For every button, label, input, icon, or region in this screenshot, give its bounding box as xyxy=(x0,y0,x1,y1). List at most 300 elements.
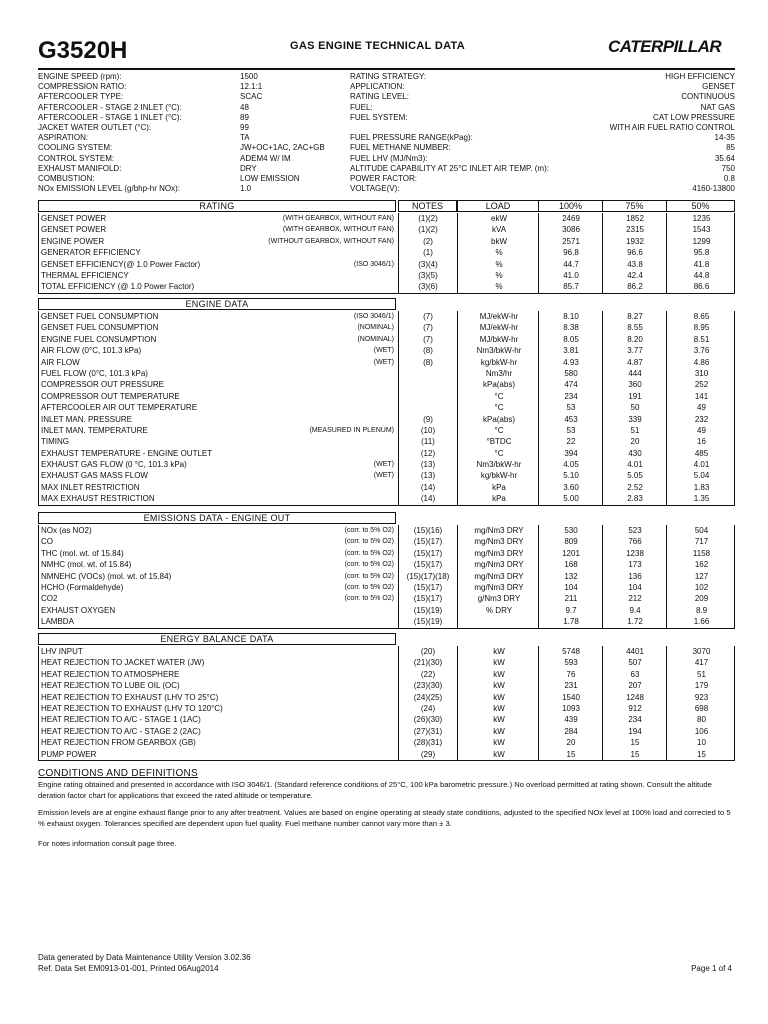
value-load-50: 8.9 xyxy=(695,605,708,615)
value-load-75: 4.01 xyxy=(627,460,643,470)
row-label: COMPRESSOR OUT PRESSURE xyxy=(41,380,164,390)
value-load-75: 339 xyxy=(628,414,642,424)
row-qualifier: (ISO 3046/1) xyxy=(353,313,394,320)
emissions-table xyxy=(38,525,735,629)
spec-label: ENGINE SPEED (rpm): xyxy=(38,72,122,81)
notes-header: NOTES xyxy=(398,200,457,212)
value-load-100: 53 xyxy=(566,403,576,413)
row-notes: (27)(31) xyxy=(413,726,443,736)
table-row xyxy=(39,680,734,691)
row-notes: (8) xyxy=(423,346,433,356)
spec-row xyxy=(38,72,735,82)
spec-value: TA xyxy=(240,133,250,143)
table-row xyxy=(39,224,734,235)
spec-value: 89 xyxy=(240,112,249,122)
value-load-100: 5.00 xyxy=(563,494,579,504)
row-label: EXHAUST GAS FLOW (0 °C, 101.3 kPa) xyxy=(41,460,187,470)
table-row xyxy=(39,379,734,390)
load-50-header: 50% xyxy=(666,200,735,212)
value-load-50: 698 xyxy=(694,703,709,713)
spec-row xyxy=(38,143,735,153)
value-load-75: 43.8 xyxy=(627,259,643,269)
value-load-100: 394 xyxy=(564,448,578,458)
value-load-75: 8.55 xyxy=(627,323,643,333)
spec-label: AFTERCOOLER - STAGE 2 INLET (°C): xyxy=(38,102,182,112)
row-notes: (3)(6) xyxy=(418,282,438,292)
row-label: HEAT REJECTION FROM GEARBOX (GB) xyxy=(41,738,196,748)
table-row xyxy=(39,605,734,616)
row-unit: kg/bkW-hr xyxy=(480,471,518,481)
row-unit: g/Nm3 DRY xyxy=(477,594,521,604)
value-load-50: 41.8 xyxy=(693,259,710,269)
spec-row xyxy=(38,133,735,143)
table-row xyxy=(39,345,734,356)
spec-value: 12.1:1 xyxy=(240,82,263,92)
row-qualifier: (MEASURED IN PLENUM) xyxy=(309,426,394,434)
spec-value-right: 750 xyxy=(721,163,735,173)
value-load-100: 4.05 xyxy=(563,460,579,470)
table-row xyxy=(39,536,734,547)
table-row xyxy=(39,448,734,459)
value-load-75: 430 xyxy=(628,448,642,458)
row-label: HEAT REJECTION TO EXHAUST (LHV TO 25°C) xyxy=(41,692,219,702)
row-qualifier: (WET) xyxy=(373,347,394,355)
row-notes: (29) xyxy=(420,749,436,759)
engine-title: ENGINE DATA xyxy=(38,298,396,310)
value-load-50: 1299 xyxy=(692,236,711,246)
value-load-50: 179 xyxy=(694,681,709,691)
table-row xyxy=(39,726,734,737)
value-load-75: 1238 xyxy=(626,548,644,558)
value-load-50: 8.51 xyxy=(693,334,710,344)
value-load-75: 15 xyxy=(630,738,640,748)
spec-label: CONTROL SYSTEM: xyxy=(38,153,115,163)
row-label: HEAT REJECTION TO A/C - STAGE 2 (2AC) xyxy=(41,726,201,736)
row-label: TIMING xyxy=(41,437,69,447)
row-unit: kW xyxy=(493,738,505,748)
table-row xyxy=(39,236,734,247)
spec-value-right: WITH AIR FUEL RATIO CONTROL xyxy=(609,122,735,132)
row-label: PUMP POWER xyxy=(41,749,97,759)
spec-value-right: 35.64 xyxy=(714,153,735,163)
conditions-title: CONDITIONS AND DEFINITIONS xyxy=(38,768,199,779)
spec-value: LOW EMISSION xyxy=(240,173,300,183)
row-label: GENSET POWER xyxy=(41,225,107,235)
value-load-50: 1235 xyxy=(692,214,711,223)
row-qualifier: (corr. to 5% O2) xyxy=(344,549,394,557)
row-label: EXHAUST TEMPERATURE - ENGINE OUTLET xyxy=(41,448,213,458)
spec-value: JW+OC+1AC, 2AC+GB xyxy=(240,143,325,153)
value-load-50: 1158 xyxy=(692,548,711,558)
spec-label: COMPRESSION RATIO: xyxy=(38,82,127,92)
value-load-50: 3070 xyxy=(692,647,711,656)
value-load-75: 4.87 xyxy=(627,357,643,367)
row-label: GENSET FUEL CONSUMPTION xyxy=(41,323,159,333)
value-load-75: 9.4 xyxy=(629,605,641,615)
row-label: CO2 xyxy=(41,594,58,604)
row-unit: kPa(abs) xyxy=(482,380,515,390)
row-notes: (24) xyxy=(420,703,436,713)
energy-section xyxy=(38,633,735,761)
value-load-50: 485 xyxy=(694,448,709,458)
value-load-100: 22 xyxy=(566,437,576,447)
value-load-100: 8.05 xyxy=(563,334,579,344)
row-unit: kW xyxy=(493,692,505,702)
value-load-50: 10 xyxy=(697,738,706,748)
table-row xyxy=(39,593,734,604)
table-row xyxy=(39,259,734,270)
spec-value: 1500 xyxy=(240,72,258,81)
table-row xyxy=(39,493,734,504)
value-load-100: 2469 xyxy=(562,214,580,223)
table-row xyxy=(39,425,734,436)
row-notes: (11) xyxy=(421,437,435,447)
value-load-50: 504 xyxy=(694,526,709,535)
row-unit: °C xyxy=(494,425,504,435)
table-row xyxy=(39,334,734,345)
row-notes: (15)(17) xyxy=(413,594,443,604)
row-unit: ekW xyxy=(491,214,507,223)
value-load-75: 2.83 xyxy=(627,494,643,504)
value-load-100: 3086 xyxy=(562,225,580,235)
row-label: NMNEHC (VOCs) (mol. wt. of 15.84) xyxy=(41,571,172,581)
spec-value-right: GENSET xyxy=(702,82,735,92)
row-notes: (8) xyxy=(423,357,433,367)
footer-data-set: Ref. Data Set EM0913-01-001, Printed 06Aug2014 xyxy=(38,964,219,973)
row-label: HEAT REJECTION TO A/C - STAGE 1 (1AC) xyxy=(41,715,201,725)
conditions-paragraph-3: For notes information consult page three. xyxy=(38,839,177,848)
row-notes: (2) xyxy=(423,236,433,246)
spec-label-right: VOLTAGE(V): xyxy=(350,184,400,194)
row-notes: (15)(17)(18) xyxy=(406,571,450,581)
row-unit: °C xyxy=(494,448,504,458)
row-unit: mg/Nm3 DRY xyxy=(474,548,524,558)
row-notes: (15)(16) xyxy=(413,526,443,535)
value-load-75: 2.52 xyxy=(627,482,643,492)
row-qualifier: (corr. to 5% O2) xyxy=(344,583,394,591)
spec-label-right: APPLICATION: xyxy=(350,82,405,92)
model-name: G3520H xyxy=(38,37,128,64)
spec-label: ASPIRATION: xyxy=(38,133,89,143)
value-load-75: 173 xyxy=(628,560,642,570)
row-unit: Nm3/bkW-hr xyxy=(476,346,522,356)
table-row xyxy=(39,571,734,582)
row-label: ENGINE POWER xyxy=(41,236,105,246)
value-load-50: 5.04 xyxy=(693,471,710,481)
spec-label-right: FUEL LHV (MJ/Nm3): xyxy=(350,153,428,163)
table-row xyxy=(39,281,734,292)
row-notes: (7) xyxy=(423,323,433,333)
row-unit: MJ/ekW-hr xyxy=(479,312,519,321)
value-load-100: 453 xyxy=(564,414,578,424)
row-notes: (1)(2) xyxy=(418,225,438,235)
table-row xyxy=(39,270,734,281)
row-unit: % xyxy=(495,282,503,292)
row-qualifier: (ISO 3046/1) xyxy=(353,260,394,268)
value-load-75: 96.6 xyxy=(627,248,643,258)
value-load-75: 3.77 xyxy=(627,346,643,356)
document-title: GAS ENGINE TECHNICAL DATA xyxy=(290,40,465,52)
rating-title: RATING xyxy=(38,200,396,212)
value-load-75: 51 xyxy=(630,425,640,435)
value-load-50: 127 xyxy=(694,571,709,581)
spec-row xyxy=(38,184,735,194)
spec-value: 99 xyxy=(240,122,249,132)
value-load-50: 102 xyxy=(694,582,709,592)
value-load-50: 3.76 xyxy=(693,346,710,356)
row-qualifier: (corr. to 5% O2) xyxy=(344,561,394,569)
spec-label-right: FUEL METHANE NUMBER: xyxy=(350,143,451,153)
value-load-75: 234 xyxy=(628,715,642,725)
value-load-75: 194 xyxy=(628,726,642,736)
value-load-50: 1.66 xyxy=(693,617,710,627)
value-load-100: 5748 xyxy=(562,647,580,656)
spec-row xyxy=(38,103,735,113)
spec-row xyxy=(38,123,735,133)
row-unit: % xyxy=(495,270,503,280)
footer-utility-version: Data generated by Data Maintenance Utility Version 3.02.36 xyxy=(38,953,251,962)
value-load-75: 444 xyxy=(628,368,642,378)
value-load-100: 593 xyxy=(564,658,578,668)
row-unit: °BTDC xyxy=(486,437,512,447)
spec-row xyxy=(38,154,735,164)
table-row xyxy=(39,402,734,413)
engine-table xyxy=(38,311,735,506)
spec-value: DRY xyxy=(240,163,257,173)
energy-table xyxy=(38,646,735,761)
conditions-paragraph-1: Engine rating obtained and presented in accordance with ISO 3046/1. (Standard reference conditions of 25°C, 100 kPa barometric pressure.) No overload permitted at rating shown. Consult the altitude deration factor chart for applications that exceed the rated altitude or temperature. xyxy=(38,780,712,800)
table-row xyxy=(39,749,734,760)
table-row xyxy=(39,247,734,258)
value-load-100: 530 xyxy=(564,526,578,535)
row-label: GENSET POWER xyxy=(41,214,107,223)
value-load-50: 162 xyxy=(694,560,709,570)
spec-value-right: HIGH EFFICIENCY xyxy=(665,72,735,81)
table-row xyxy=(39,657,734,668)
row-unit: bkW xyxy=(491,236,507,246)
row-qualifier: (WITH GEARBOX, WITHOUT FAN) xyxy=(282,226,394,234)
table-row xyxy=(39,482,734,493)
table-row xyxy=(39,470,734,481)
value-load-75: 8.20 xyxy=(627,334,643,344)
value-load-75: 2315 xyxy=(626,225,644,235)
table-row xyxy=(39,311,734,322)
row-label: HEAT REJECTION TO EXHAUST (LHV TO 120°C) xyxy=(41,703,223,713)
value-load-75: 86.2 xyxy=(627,282,643,292)
row-label: COMPRESSOR OUT TEMPERATURE xyxy=(41,391,180,401)
value-load-100: 44.7 xyxy=(563,259,579,269)
value-load-100: 104 xyxy=(564,582,578,592)
spec-label: AFTERCOOLER - STAGE 1 INLET (°C): xyxy=(38,112,182,122)
row-unit: kW xyxy=(493,703,505,713)
table-row xyxy=(39,436,734,447)
value-load-50: 232 xyxy=(694,414,709,424)
spec-row xyxy=(38,174,735,184)
value-load-75: 1932 xyxy=(626,236,644,246)
row-label: EXHAUST GAS MASS FLOW xyxy=(41,471,148,481)
row-label: NOx (as NO2) xyxy=(41,526,92,535)
header-divider xyxy=(38,68,735,70)
row-label: EXHAUST OXYGEN xyxy=(41,605,116,615)
row-unit: mg/Nm3 DRY xyxy=(474,526,524,535)
value-load-50: 106 xyxy=(694,726,709,736)
load-header: LOAD xyxy=(457,200,539,212)
engine-section xyxy=(38,298,735,506)
row-unit: MJ/bkW-hr xyxy=(479,334,519,344)
row-notes: (3)(5) xyxy=(418,270,438,280)
value-load-100: 1093 xyxy=(562,703,580,713)
row-unit: kW xyxy=(493,647,505,656)
value-load-75: 1248 xyxy=(626,692,644,702)
table-row xyxy=(39,703,734,714)
row-unit: MJ/ekW-hr xyxy=(479,323,519,333)
row-notes: (7) xyxy=(423,312,433,321)
table-row xyxy=(39,548,734,559)
value-load-100: 41.0 xyxy=(563,270,579,280)
value-load-100: 284 xyxy=(564,726,578,736)
table-row xyxy=(39,322,734,333)
table-row xyxy=(39,525,734,536)
value-load-50: 8.65 xyxy=(693,312,710,321)
spec-row xyxy=(38,92,735,102)
value-load-100: 809 xyxy=(564,537,578,547)
spec-label-right: FUEL PRESSURE RANGE(kPag): xyxy=(350,133,473,143)
row-qualifier: (NOMINAL) xyxy=(357,335,394,343)
value-load-75: 766 xyxy=(628,537,642,547)
row-unit: kW xyxy=(493,726,505,736)
row-unit: kW xyxy=(493,669,505,679)
value-load-75: 8.27 xyxy=(627,312,643,321)
spec-value-right: 14-35 xyxy=(714,133,735,143)
row-notes: (15)(19) xyxy=(413,605,443,615)
row-unit: kVA xyxy=(491,225,507,235)
row-notes: (13) xyxy=(420,460,436,470)
row-notes: (28)(31) xyxy=(413,738,443,748)
row-notes: (24)(25) xyxy=(413,692,443,702)
row-label: FUEL FLOW (0°C, 101.3 kPa) xyxy=(41,368,148,378)
value-load-75: 104 xyxy=(628,582,642,592)
value-load-50: 717 xyxy=(694,537,709,547)
load-75-header: 75% xyxy=(602,200,667,212)
row-unit: kW xyxy=(493,658,505,668)
spec-value: ADEM4 W/ IM xyxy=(240,153,291,163)
spec-row xyxy=(38,82,735,92)
spec-value-right: CONTINUOUS xyxy=(681,92,735,102)
value-load-50: 417 xyxy=(694,658,709,668)
emissions-title: EMISSIONS DATA - ENGINE OUT xyxy=(38,512,396,524)
value-load-100: 96.8 xyxy=(563,248,579,258)
value-load-100: 76 xyxy=(566,669,576,679)
value-load-50: 1.83 xyxy=(693,482,710,492)
value-load-100: 234 xyxy=(564,391,578,401)
row-label: GENERATOR EFFICIENCY xyxy=(41,248,141,258)
row-unit: kPa xyxy=(492,482,506,492)
value-load-100: 5.10 xyxy=(563,471,579,481)
spec-label-right: FUEL SYSTEM: xyxy=(350,112,408,122)
value-load-100: 8.10 xyxy=(563,312,579,321)
value-load-100: 1201 xyxy=(562,548,580,558)
row-unit: kg/bkW-hr xyxy=(480,357,518,367)
spec-value: 48 xyxy=(240,102,249,112)
table-row xyxy=(39,459,734,470)
row-unit: °C xyxy=(494,403,504,413)
spec-value-right: NAT GAS xyxy=(700,102,735,112)
value-load-100: 132 xyxy=(564,571,578,581)
row-label: GENSET EFFICIENCY(@ 1.0 Power Factor) xyxy=(41,259,201,269)
value-load-100: 168 xyxy=(564,560,578,570)
value-load-75: 136 xyxy=(628,571,642,581)
row-label: ENGINE FUEL CONSUMPTION xyxy=(41,334,157,344)
spec-label: JACKET WATER OUTLET (°C): xyxy=(38,122,152,132)
value-load-75: 207 xyxy=(628,681,642,691)
value-load-75: 42.4 xyxy=(627,270,643,280)
row-qualifier: (WITH GEARBOX, WITHOUT FAN) xyxy=(282,215,394,222)
spec-label-right: FUEL: xyxy=(350,102,373,112)
value-load-50: 310 xyxy=(694,368,709,378)
spec-label: COMBUSTION: xyxy=(38,173,95,183)
value-load-50: 8.95 xyxy=(693,323,710,333)
table-row xyxy=(39,692,734,703)
row-notes: (15)(17) xyxy=(413,560,443,570)
row-notes: (1) xyxy=(423,248,433,258)
row-label: AFTERCOOLER AIR OUT TEMPERATURE xyxy=(41,403,198,413)
spec-value-right: CAT LOW PRESSURE xyxy=(653,112,735,122)
value-load-100: 3.81 xyxy=(563,346,579,356)
value-load-100: 580 xyxy=(564,368,578,378)
row-label: HEAT REJECTION TO ATMOSPHERE xyxy=(41,669,180,679)
table-row xyxy=(39,737,734,748)
row-label: MAX INLET RESTRICTION xyxy=(41,482,140,492)
spec-row xyxy=(38,113,735,123)
row-unit: kPa xyxy=(492,494,506,504)
row-notes: (20) xyxy=(420,647,436,656)
table-row xyxy=(39,616,734,627)
row-label: HEAT REJECTION TO JACKET WATER (JW) xyxy=(41,658,205,668)
row-qualifier: (NOMINAL) xyxy=(357,324,394,332)
value-load-50: 15 xyxy=(697,749,706,759)
row-label: TOTAL EFFICIENCY (@ 1.0 Power Factor) xyxy=(41,282,195,292)
row-unit: kW xyxy=(493,749,505,759)
row-label: NMHC (mol. wt. of 15.84) xyxy=(41,560,132,570)
row-label: HEAT REJECTION TO LUBE OIL (OC) xyxy=(41,681,180,691)
value-load-75: 4401 xyxy=(626,647,644,656)
row-label: MAX EXHAUST RESTRICTION xyxy=(41,494,155,504)
spec-row xyxy=(38,164,735,174)
row-notes: (21)(30) xyxy=(413,658,443,668)
spec-value-right: 85 xyxy=(726,143,735,153)
spec-label-right: RATING LEVEL: xyxy=(350,92,409,102)
value-load-100: 15 xyxy=(566,749,576,759)
spec-value: 1.0 xyxy=(240,184,252,194)
value-load-100: 1.78 xyxy=(563,617,579,627)
row-notes: (7) xyxy=(423,334,433,344)
spec-list xyxy=(38,72,735,194)
table-row xyxy=(39,669,734,680)
emissions-section xyxy=(38,512,735,629)
row-notes: (10) xyxy=(420,425,436,435)
row-unit: kW xyxy=(493,715,505,725)
value-load-100: 231 xyxy=(564,681,578,691)
spec-value: SCAC xyxy=(240,92,263,102)
spec-value-right: 4160-13800 xyxy=(692,184,735,194)
value-load-75: 63 xyxy=(630,669,640,679)
value-load-75: 20 xyxy=(630,437,640,447)
spec-value-right: 0.8 xyxy=(723,173,735,183)
value-load-75: 50 xyxy=(630,403,640,413)
row-label: THC (mol. wt. of 15.84) xyxy=(41,548,124,558)
row-unit: Nm3/bkW-hr xyxy=(476,460,522,470)
value-load-75: 191 xyxy=(628,391,642,401)
